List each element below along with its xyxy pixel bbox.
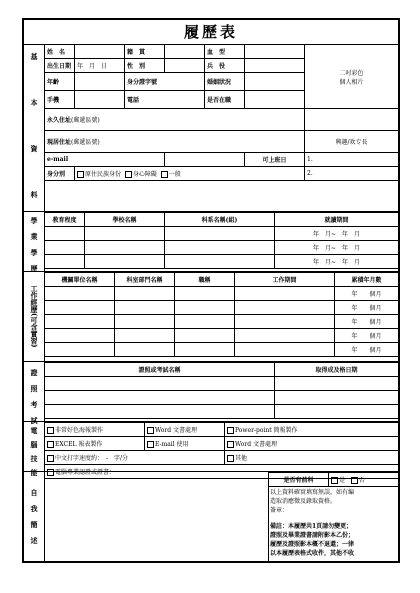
edu-cell[interactable]	[45, 255, 85, 269]
education-side-label: 學 業 學 歷	[24, 212, 45, 271]
edu-cell[interactable]	[165, 241, 275, 255]
record-no-checkbox[interactable]	[351, 477, 358, 484]
skill-word-checkbox[interactable]	[147, 427, 154, 434]
page-title: 履歷表	[24, 20, 398, 45]
skill-word2[interactable]: Word 文書處理	[225, 437, 399, 451]
declaration: 以上資料確實填寫無誤，如有編 造取消應徵及錄取資格。 簽章：	[270, 489, 355, 514]
work-cell[interactable]	[175, 315, 235, 329]
self-info-table	[268, 472, 399, 487]
work-cell[interactable]	[235, 315, 335, 329]
license-side-label: 證 照 考 試	[24, 362, 45, 421]
perm-addr-blank	[305, 109, 399, 131]
marital-label: 婚姻狀況	[205, 73, 245, 91]
gender-label: 性 別	[125, 59, 165, 73]
work-cell[interactable]	[175, 343, 235, 357]
work-duration[interactable]: 年 個月	[335, 315, 399, 329]
work-cell[interactable]	[45, 315, 115, 329]
edu-cell[interactable]	[165, 227, 275, 241]
work-cell[interactable]	[115, 343, 175, 357]
edu-period[interactable]: 年 月~ 年 月	[275, 255, 399, 269]
phone-label: 電話	[125, 91, 205, 109]
computer-cert[interactable]: 電腦專業認證或證書：	[45, 465, 399, 479]
email-label[interactable]: e-mail	[45, 153, 165, 167]
basic-table	[44, 44, 399, 181]
signature-field[interactable]: 簽章：	[270, 507, 289, 514]
work-cell[interactable]	[45, 287, 115, 301]
work-cell[interactable]	[115, 315, 175, 329]
work-cell[interactable]	[115, 301, 175, 315]
hobby-label: 興趣/欢专長	[305, 131, 399, 153]
education-table	[44, 212, 399, 269]
work-side-label: 工作經歷(可含實習)	[24, 272, 45, 361]
work-header-duration: 累積年月數	[335, 273, 399, 287]
identity-checkbox-indigenous[interactable]	[77, 171, 84, 178]
skill-excel[interactable]: EXCEL 報表製作	[45, 437, 145, 451]
birth-field[interactable]: 年 月 日	[75, 59, 125, 73]
basic-side-label: 基 本 資 料	[24, 44, 45, 211]
work-cell[interactable]	[45, 301, 115, 315]
work-cell[interactable]	[175, 301, 235, 315]
birth-label: 出生日期	[45, 59, 75, 73]
work-cell[interactable]	[175, 329, 235, 343]
work-duration[interactable]: 年 個月	[335, 329, 399, 343]
skill-word[interactable]: Word 文書處理	[145, 423, 225, 437]
computer-side-label: 電 腦 技 能	[24, 422, 45, 471]
typing-speed[interactable]: 中文打字速度約： - 字/分	[45, 451, 225, 465]
license-cell[interactable]	[45, 377, 275, 391]
skill-other-checkbox[interactable]	[227, 455, 234, 462]
skill-other[interactable]: 其他	[225, 451, 399, 465]
skill-poster-checkbox[interactable]	[47, 427, 54, 434]
mobile-label: 手機	[45, 91, 75, 109]
identity-checkbox-general[interactable]	[161, 171, 168, 178]
origin-field[interactable]	[165, 45, 205, 59]
email-blank	[165, 153, 245, 167]
basic-section	[24, 44, 398, 212]
edu-header-period: 就讀期間	[275, 213, 399, 227]
license-cell[interactable]	[45, 391, 275, 405]
skill-ppt-checkbox[interactable]	[227, 427, 234, 434]
origin-label: 籍 貫	[125, 45, 165, 59]
work-duration[interactable]: 年 個月	[335, 301, 399, 315]
self-intro-area[interactable]	[44, 472, 269, 561]
service-field[interactable]	[245, 59, 305, 73]
work-cell[interactable]	[235, 287, 335, 301]
edu-cell[interactable]	[85, 241, 165, 255]
computer-table	[44, 422, 399, 479]
work-duration[interactable]: 年 個月	[335, 287, 399, 301]
record-label: 是否有前科	[269, 473, 329, 487]
education-section	[24, 212, 398, 272]
license-cell[interactable]	[275, 391, 399, 405]
edu-cell[interactable]	[85, 255, 165, 269]
edu-cell[interactable]	[165, 255, 275, 269]
perm-addr-field[interactable]: 永久住址(郵遞區號)	[45, 109, 305, 131]
typing-checkbox[interactable]	[47, 455, 54, 462]
notes: 備註：本履歷共1頁請勿變更； 證照及畢業證書請附影本乙份； 履歷及證照影本概不退還；一律 以本履歷表格式收件，其他不收	[270, 523, 355, 557]
edu-cell[interactable]	[85, 227, 165, 241]
resume-form	[22, 18, 400, 563]
skill-ppt[interactable]: Power-point 簡報製作	[225, 423, 399, 437]
work-section	[24, 272, 398, 362]
work-cell[interactable]	[235, 301, 335, 315]
work-duration[interactable]: 年 個月	[335, 343, 399, 357]
work-table	[44, 272, 399, 357]
skill-word2-checkbox[interactable]	[227, 441, 234, 448]
work-header-title: 職稱	[175, 273, 235, 287]
work-cell[interactable]	[235, 329, 335, 343]
edu-header-level: 教育程度	[45, 213, 85, 227]
license-cell[interactable]	[275, 377, 399, 391]
photo-box[interactable]: 二吋彩色 個人相片	[305, 45, 399, 109]
gender-field[interactable]	[165, 59, 205, 73]
license-cell[interactable]	[45, 405, 275, 419]
marital-field[interactable]	[245, 73, 305, 91]
age-label: 年齡	[45, 73, 75, 91]
edu-header-school: 學校名稱	[85, 213, 165, 227]
skill-poster[interactable]: 非常好色海報製作	[45, 423, 145, 437]
identity-options: 原住民族身份 身心障礙 一般	[75, 167, 305, 181]
license-section	[24, 362, 398, 425]
edu-header-major: 科系名稱(組)	[165, 213, 275, 227]
name-label: 姓 名	[45, 45, 75, 59]
skill-email-checkbox[interactable]	[147, 441, 154, 448]
blood-label: 血 型	[205, 45, 245, 59]
service-label: 兵 役	[205, 59, 245, 73]
record-yes-checkbox[interactable]	[331, 477, 338, 484]
work-cell[interactable]	[45, 343, 115, 357]
record-options: 是 否	[329, 473, 399, 487]
license-header-date: 取得成及格日期	[275, 363, 399, 377]
license-cell[interactable]	[275, 405, 399, 419]
start-date-label: 可上班日	[245, 153, 305, 167]
hobby-2-field[interactable]: 2.	[305, 167, 399, 181]
identity-label: 身分別	[45, 167, 75, 181]
id-label: 身分證字號	[125, 73, 205, 91]
work-cell[interactable]	[175, 287, 235, 301]
edu-cell[interactable]	[45, 241, 85, 255]
work-header-org: 機關單位名稱	[45, 273, 115, 287]
license-header-name: 證照或考試名稱	[45, 363, 275, 377]
work-header-period: 工作期間	[235, 273, 335, 287]
employed-field[interactable]	[245, 91, 305, 109]
blood-field[interactable]	[245, 45, 305, 59]
computer-section	[24, 422, 398, 477]
hobby-1-field[interactable]: 1.	[305, 153, 399, 167]
edu-period[interactable]: 年 月~ 年 月	[275, 227, 399, 241]
work-cell[interactable]	[115, 287, 175, 301]
license-table	[44, 362, 399, 419]
work-cell[interactable]	[45, 329, 115, 343]
employed-label: 是否在職	[205, 91, 245, 109]
work-cell[interactable]	[235, 343, 335, 357]
mobile-field[interactable]	[75, 91, 125, 109]
name-field[interactable]	[75, 45, 125, 59]
age-field[interactable]	[75, 73, 125, 91]
curr-addr-field[interactable]: 現居住址(郵遞區號)	[45, 131, 305, 153]
work-header-dept: 科室部門名稱	[115, 273, 175, 287]
work-cell[interactable]	[115, 329, 175, 343]
self-section	[24, 472, 398, 561]
self-side-label: 自 我 簡 述	[24, 472, 45, 561]
edu-period[interactable]: 年 月~ 年 月	[275, 241, 399, 255]
edu-cell[interactable]	[45, 227, 85, 241]
identity-checkbox-disabled[interactable]	[125, 171, 132, 178]
skill-email[interactable]: E-mail 使用	[145, 437, 225, 451]
skill-excel-checkbox[interactable]	[47, 441, 54, 448]
